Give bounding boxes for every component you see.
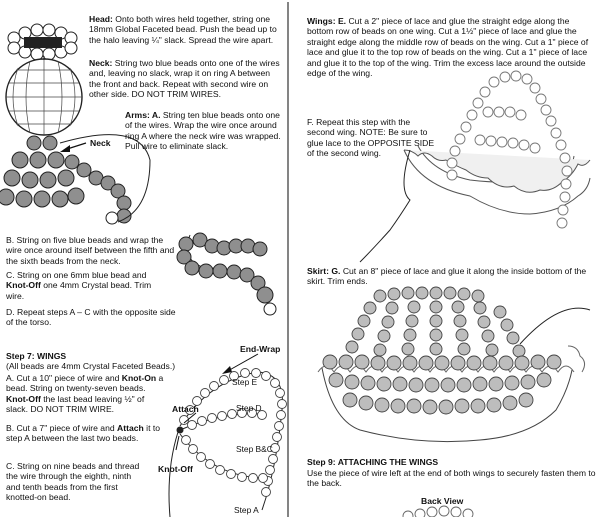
- step7-note: (All beads are 4mm Crystal Faceted Beads.): [6, 361, 176, 371]
- skirt-illustration: [318, 287, 590, 442]
- wings-instruction: [307, 16, 595, 78]
- step-b-instruction: B. String on five blue beads and wrap the wire once around itself between the fifth and the sixth beads from the neck.: [6, 235, 175, 266]
- back-view-caption: Back View: [421, 496, 464, 506]
- step7-c-instruction: C. String on nine beads and thread the wire through the eighth, ninth and tenth beads from the first knotted-on bead.: [6, 461, 140, 503]
- step7-title: Step 7: WINGS: [6, 351, 67, 361]
- arm-detail-illustration: [177, 233, 276, 315]
- step-c-instruction: C. String on one 6mm blue bead and Knot-Off one 4mm Crystal bead. Trim wire.: [6, 270, 152, 301]
- neck-arrow: [60, 143, 86, 152]
- halo-illustration: [8, 24, 77, 60]
- step-e-callout: Step E: [232, 377, 258, 387]
- head-text: Onto both wires held together, string one 18mm Global Faceted bead. Push the bead up to the halo leaving ¼" slack. Spread the wire apart.: [89, 14, 277, 45]
- step9-title: Step 9: ATTACHING THE WINGS: [307, 457, 439, 467]
- step9-instruction: Use the piece of wire left at the end of both wings to securely fasten them to the back.: [307, 468, 596, 489]
- skirt-label: Skirt: G.: [307, 266, 341, 276]
- skirt-text: Cut an 8" piece of lace and glue it along the inside bottom of the skirt. Trim ends.: [307, 266, 587, 287]
- wings-text: Cut a 2" piece of lace and glue the straight edge along the bottom row of beads on one wing. Cut a 1½" piece of lace and glue the straight edge along the middle row of beads on the wing. Cut a 1" piece of lace and glue it to the top row of beads on the wing. Cut a 1" piece of lace and glue it to the top of the wing. Trim the excess lace around the outside edge of the wing.: [307, 16, 589, 79]
- wing-wire-illustration: [169, 354, 287, 517]
- step7-b-instruction: B. Cut a 7" piece of wire and Attach it to step A between the last two beads.: [6, 423, 161, 444]
- step-d-callout: Step D: [236, 403, 262, 413]
- arms-label: Arms: A.: [125, 110, 161, 120]
- wings-label: Wings: E.: [307, 16, 347, 26]
- step-a-callout: Step A: [234, 505, 259, 515]
- arms-instruction: [125, 110, 283, 152]
- neck-instruction: [89, 58, 283, 100]
- attach-callout: Attach: [172, 404, 199, 414]
- head-instruction: [89, 14, 283, 45]
- head-label: Head:: [89, 14, 113, 24]
- faceted-head-bead: [6, 56, 82, 135]
- arms-text: String ten blue beads onto one of the wires. Wrap the wire once around ring A where the neck wire was wrapped. Pull wire to eliminate slack.: [125, 110, 281, 152]
- step7-a-instruction: A. Cut a 10" piece of wire and Knot-On a bead. String on twenty-seven beads. Knot-Off the last bead leaving ½" of slack. DO NOT TRIM WIRE.: [6, 373, 164, 415]
- neck-text: String two blue beads onto one of the wires and, leaving no slack, wrap it on ring A between the front and back. Repeat with second wire on other side. DO NOT TRIM WIRES.: [89, 58, 280, 100]
- neck-label: Neck:: [89, 58, 113, 68]
- skirt-instruction: [307, 266, 597, 287]
- step-bc-callout: Step B&C: [236, 444, 273, 454]
- neck-callout: Neck: [90, 138, 111, 148]
- wings-f-instruction: F. Repeat this step with the second wing. NOTE: Be sure to glue lace to the OPPOSITE SIDE of the second wing.: [307, 117, 435, 159]
- knot-off-callout: Knot-Off: [158, 464, 193, 474]
- lace-wing-illustration: [360, 71, 590, 262]
- end-wrap-callout: End-Wrap: [240, 344, 281, 354]
- back-view-illustration: [403, 506, 473, 517]
- step-d-instruction: D. Repeat steps A – C with the opposite side of the torso.: [6, 307, 176, 328]
